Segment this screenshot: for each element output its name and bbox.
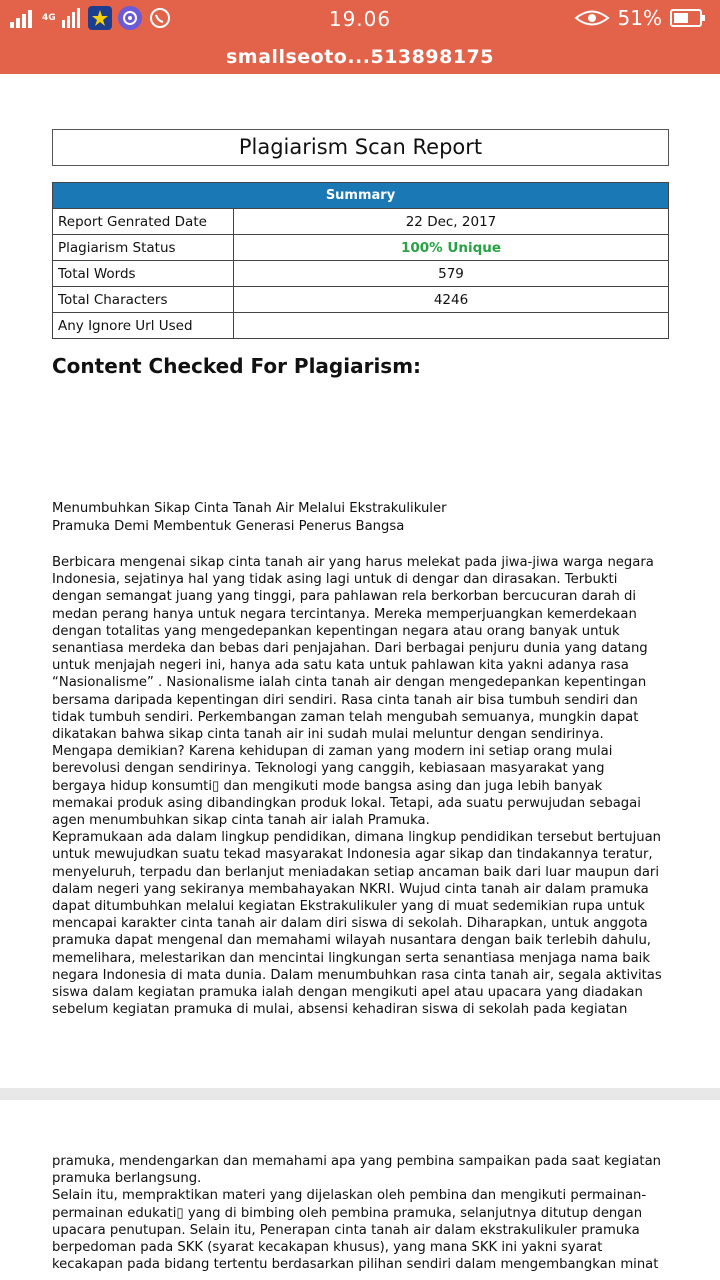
plagiarism-status-value: 100% Unique bbox=[234, 235, 669, 261]
total-characters-value: 4246 bbox=[234, 287, 669, 313]
battery-percent: 51% bbox=[617, 6, 662, 30]
row-label: Plagiarism Status bbox=[53, 235, 234, 261]
status-right-icons bbox=[574, 6, 706, 30]
table-row bbox=[53, 313, 669, 339]
network-type-label: 4G bbox=[42, 13, 56, 23]
table-row bbox=[53, 235, 669, 261]
eye-comfort-icon bbox=[574, 9, 610, 27]
summary-header: Summary bbox=[53, 183, 669, 209]
body-text-page-2: pramuka, mendengarkan dan memahami apa yang pembina sampaikan pada saat kegiatan pramuka berlangsung. Selain itu, mempraktikan materi yang dijelaskan oleh pembina dan mengikuti permainan- permainan edukati▯ yang di bimbing oleh pembina pramuka, selanjutnya ditutup dengan upacara penutupan. Selain itu, Penerapan cinta tanah air dalam ekstrakulikuler pramuka berpedoman pada SKK (syarat kecakapan khusus), yang mana SKK ini yakni syarat kecakapan pada bidang tertentu berdasarkan pilihan sendiri dalam mengembangkan minat bbox=[52, 1154, 662, 1273]
content-heading: Content Checked For Plagiarism: bbox=[52, 354, 422, 378]
pdf-page-1[interactable] bbox=[0, 74, 720, 1088]
table-row bbox=[53, 261, 669, 287]
document-heading-line: Menumbuhkan Sikap Cinta Tanah Air Melalui Ekstrakulikuler bbox=[52, 501, 447, 516]
row-label: Report Genrated Date bbox=[53, 209, 234, 235]
report-title: Plagiarism Scan Report bbox=[52, 129, 669, 166]
document-heading-line: Pramuka Demi Membentuk Generasi Penerus Bangsa bbox=[52, 518, 405, 534]
page-separator bbox=[0, 1088, 720, 1100]
row-label: Total Characters bbox=[53, 287, 234, 313]
document-heading bbox=[52, 500, 447, 535]
clock: 19.06 bbox=[328, 7, 392, 31]
row-label: Any Ignore Url Used bbox=[53, 313, 234, 339]
ignore-url-value bbox=[234, 313, 669, 339]
report-date-value: 22 Dec, 2017 bbox=[234, 209, 669, 235]
summary-table bbox=[52, 182, 669, 339]
body-text-page-1: Berbicara mengenai sikap cinta tanah air yang harus melekat pada jiwa-jiwa warga negara Indonesia, sejatinya hal yang tidak asing lagi untuk di dengar dan dirasakan. Terbukti dengan semangat juang yang tinggi, para pahlawan rela berkorban bercucuran darah di medan perang hanya untuk negara tercintanya. Mereka memperjuangkan kemerdekaan dengan totalitas yang mengedepankan kepentingan negara atau orang banyak untuk senantiasa merdeka dan bebas dari penjajahan. Dari berbagai penjuru dunia yang datang untuk menjajah negeri ini, hanya ada satu kata untuk pahlawan kita yakni adanya rasa “Nasionalisme” . Nasionalisme ialah cinta tanah air dengan mengedepankan kepentingan bersama daripada kepentingan diri sendiri. Rasa cinta tanah air bisa tumbuh sendiri dan tidak tumbuh sendiri. Perkembangan zaman telah mengubah semuanya, mungkin dapat dikatakan bahwa sikap cinta tanah air ini sudah mulai meluntur dengan sendirinya. Mengapa demikian? Karena kehidupan di zaman yang modern ini setiap orang mulai berevolusi dengan sendirinya. Teknologi yang canggih, kebiasaan masyarakat yang bergaya hidup konsumti▯ dan mengikuti mode bangsa asing dan juga lebih banyak memakai produk asing dibandingkan produk lokal. Tetapi, ada suatu perwujudan sebagai agen menumbuhkan sikap cinta tanah air ialah Pramuka. Kepramukaan ada dalam lingkup pendidikan, dimana lingkup pendidikan tersebut bertujuan untuk mewujudkan suatu tekad masyarakat Indonesia agar sikap dan tindakannya teratur, menyeluruh, terpadu dan berlanjut meniadakan setiap ancaman baik dari luar maupun dari dalam negeri yang sekiranya membahayakan NKRI. Wujud cinta tanah air dalam pramuka dapat ditumbuhkan melalui kegiatan Ekstrakulikuler yang di muat sedemikian rupa untuk mencapai karakter cinta tanah air dalam diri siswa di sekolah. Diharapkan, untuk anggota pramuka dapat mengenal dan memahami wilayah nusantara dengan baik terlebih dahulu, memelihara, melestarikan dan mencintai lingkungan serta senantiasa menjaga nama baik negara Indonesia di mata dunia. Dalam menumbuhkan rasa cinta tanah air, segala aktivitas siswa dalam kegiatan pramuka ialah dengan mengikuti apel atau upacara yang diadakan sebelum kegiatan pramuka di mulai, absensi kehadiran siswa di sekolah pada kegiatan bbox=[52, 555, 662, 1018]
total-words-value: 579 bbox=[234, 261, 669, 287]
battery-icon bbox=[670, 8, 706, 28]
row-label: Total Words bbox=[53, 261, 234, 287]
status-bar bbox=[0, 0, 720, 40]
summary-header-row bbox=[53, 183, 669, 209]
document-title-bar: smallseoto...513898175 bbox=[0, 40, 720, 74]
table-row bbox=[53, 287, 669, 313]
pdf-page-2[interactable] bbox=[0, 1100, 720, 1280]
table-row bbox=[53, 209, 669, 235]
